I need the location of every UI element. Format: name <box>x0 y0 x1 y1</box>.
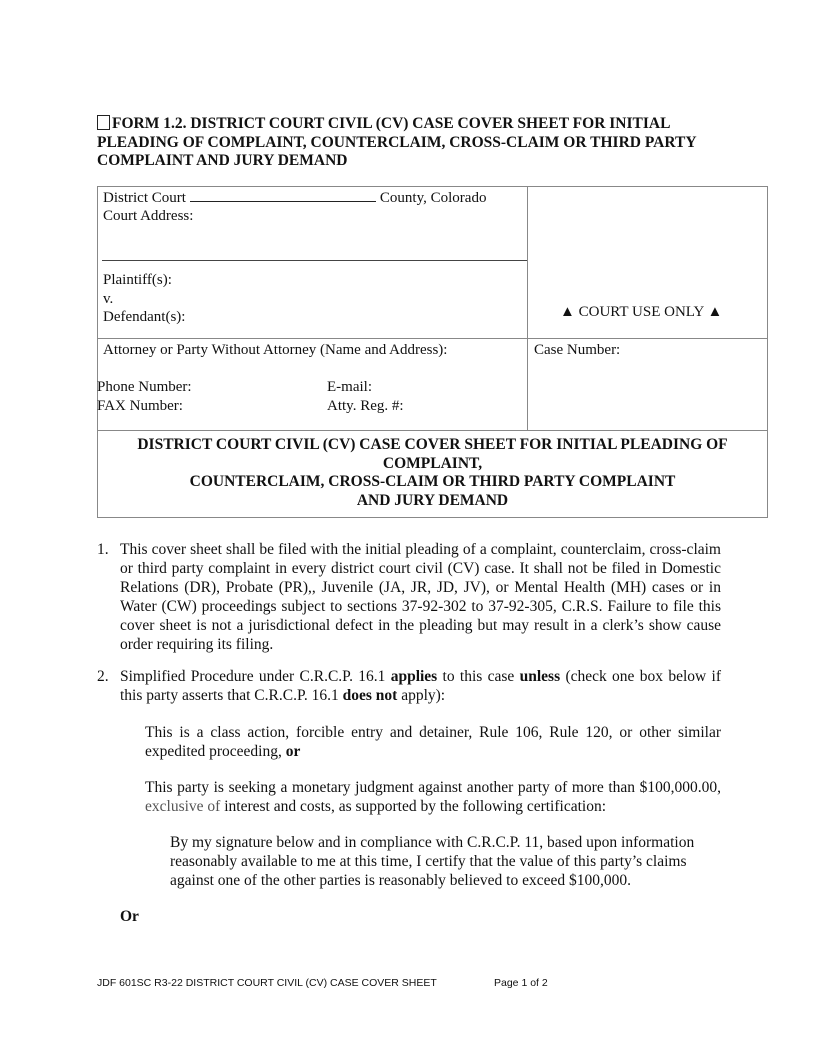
footer-page-number: Page 1 of 2 <box>494 977 548 989</box>
address-separator <box>102 260 527 261</box>
form-title: FORM 1.2. DISTRICT COURT CIVIL (CV) CASE COVER SHEET FOR INITIAL PLEADING OF COMPLAINT, COUNTERCLAIM, CROSS-CLAIM OR THIRD PARTY COMPLAINT AND JURY DEMAND <box>97 115 696 169</box>
defendants-label: Defendant(s): <box>103 309 186 325</box>
attorney-label: Attorney or Party Without Attorney (Name and Address): <box>103 342 448 358</box>
caption-divider <box>527 186 528 431</box>
option-monetary[interactable]: This party is seeking a monetary judgment against another party of more than $100,000.00, exclusive of interest and costs, as supported by the following certification: <box>145 779 721 815</box>
plaintiffs-label: Plaintiff(s): <box>103 272 172 288</box>
or-label: Or <box>120 908 139 925</box>
email-label: E-mail: <box>327 379 372 395</box>
court-use-only: ▲ COURT USE ONLY ▲ <box>560 304 723 320</box>
versus-label: v. <box>103 291 114 307</box>
caption-row-line <box>97 338 768 339</box>
court-address-label: Court Address: <box>103 208 194 224</box>
district-court-line: District Court County, Colorado <box>103 190 487 206</box>
triangle-up-icon: ▲ <box>560 304 575 320</box>
item-1-text: This cover sheet shall be filed with the initial pleading of a complaint, counterclaim, cross-claim or third party complaint in every district court civil (CV) case. It shall not be filed in Domestic Relations (DR), Probate (PR),, Juvenile (JA, JR, JD, JV), or Mental Health (MH) cases or in Water (CW) proceedings subject to sections 37-92-302 to 37-92-305, C.R.S. Failure to file this cover sheet is not a jurisdictional defect in the pleading but may result in a clerk’s show cause order requiring its filing. <box>120 541 721 653</box>
caption-row-line-2 <box>97 430 768 431</box>
option-expedited[interactable]: This is a class action, forcible entry and detainer, Rule 106, Rule 120, or other similar expedited proceeding, or <box>145 724 721 760</box>
certification-text: By my signature below and in compliance with C.R.C.P. 11, based upon information reasonably available to me at this time, I certify that the value of this party’s claims against one of the other parties is reasonably believed to exceed $100,000. <box>170 834 695 889</box>
phone-label: Phone Number: <box>97 379 192 395</box>
case-number-label: Case Number: <box>534 342 621 358</box>
item-1-number: 1. <box>97 541 109 558</box>
county-blank[interactable] <box>190 188 376 202</box>
footer-form-id: JDF 601SC R3-22 DISTRICT COURT CIVIL (CV) CASE COVER SHEET <box>97 977 437 989</box>
cover-sheet-heading: DISTRICT COURT CIVIL (CV) CASE COVER SHEET FOR INITIAL PLEADING OF COMPLAINT, COUNTERCLAIM, CROSS-CLAIM OR THIRD PARTY COMPLAINT AND JURY DEMAND <box>137 436 728 509</box>
atty-reg-label: Atty. Reg. #: <box>327 398 404 414</box>
item-2-text: Simplified Procedure under C.R.C.P. 16.1 applies to this case unless (check one box below if this party asserts that C.R.C.P. 16.1 does not apply): <box>120 668 721 704</box>
triangle-up-icon: ▲ <box>707 304 723 320</box>
form-checkbox[interactable] <box>97 115 110 130</box>
fax-label: FAX Number: <box>97 398 183 414</box>
item-2-number: 2. <box>97 668 109 685</box>
